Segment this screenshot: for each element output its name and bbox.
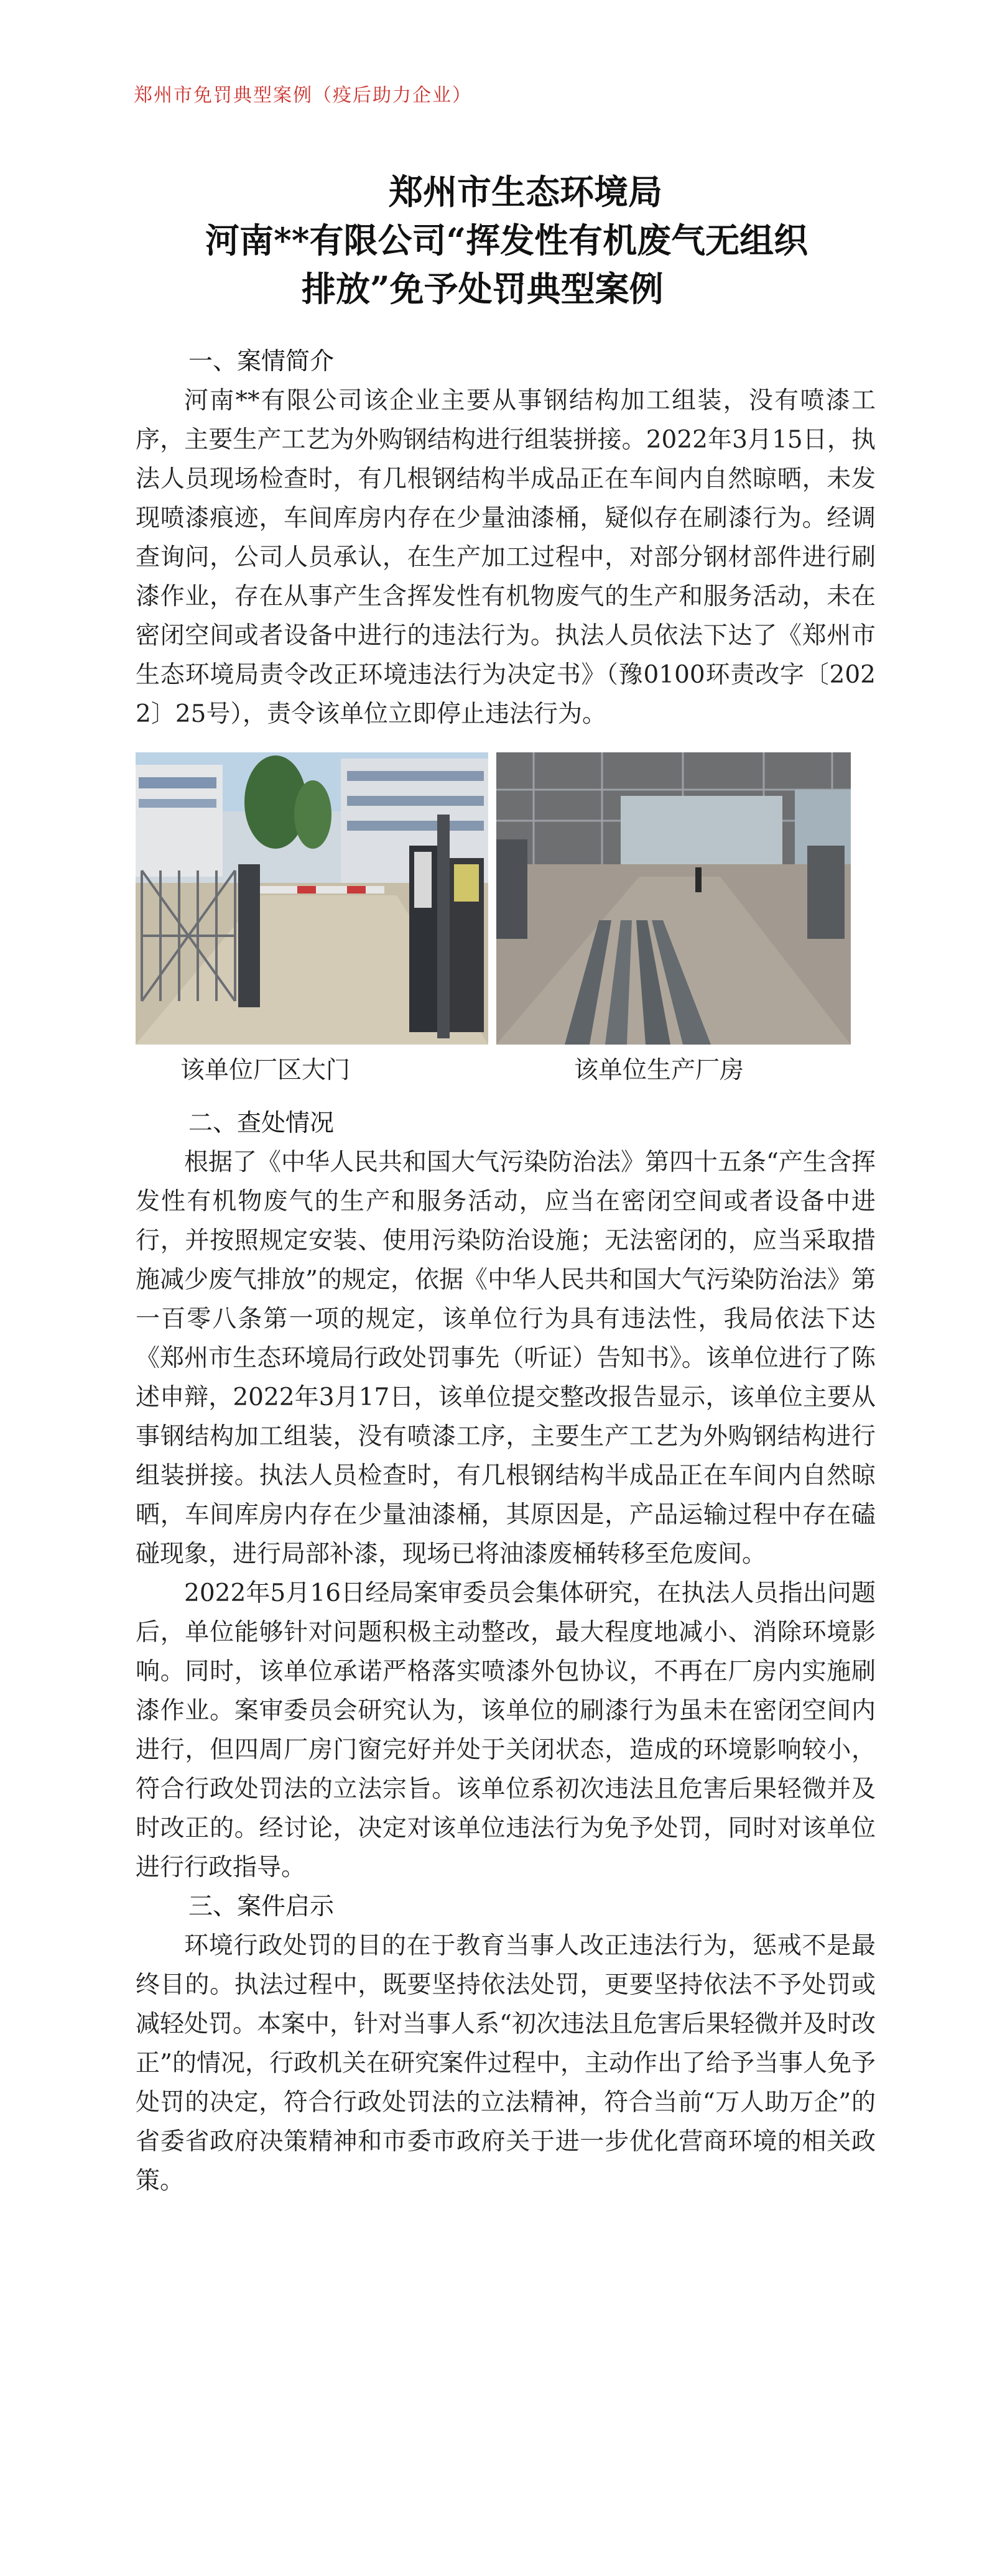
title-line-case-end: 排放”免予处罚典型案例 [302, 269, 664, 309]
title-line-agency: 郑州市生态环境局 [389, 172, 663, 212]
section-heading-case-summary: 一、案情简介 [188, 348, 335, 376]
document-body [136, 342, 876, 2200]
production-workshop-caption: 该单位生产厂房 [574, 1056, 744, 1084]
running-header: 郑州市免罚典型案例（疫后助力企业） [134, 85, 472, 106]
factory-gate-caption: 该单位厂区大门 [180, 1056, 351, 1084]
document-title [205, 168, 908, 313]
handling-paragraph-2: 2022年5月16日经局案审委员会集体研究，在执法人员指出问题后，单位能够针对问题积极主动整改，最大程度地减小、消除环境影响。同时，该单位承诺严格落实喷漆外包协议，不再在厂房内实施刷漆作业。案审委员会研究认为，该单位的刷漆行为虽未在密闭空间内进行，但四周厂房门窗完好并处于关闭状态，造成的环境影响较小，符合行政处罚法的立法宗旨。该单位系初次违法且危害后果轻微并及时改正的。经讨论，决定对该单位违法行为免予处罚，同时对该单位进行行政指导。 [136, 1579, 876, 1881]
section-heading-handling: 二、查处情况 [188, 1109, 335, 1137]
handling-paragraph-1: 根据了《中华人民共和国大气污染防治法》第四十五条“产生含挥发性有机物废气的生产和服务活动，应当在密闭空间或者设备中进行，并按照规定安装、使用污染防治设施；无法密闭的，应当采取措施减少废气排放”的规定，依据《中华人民共和国大气污染防治法》第一百零八条第一项的规定，该单位行为具有违法性，我局依法下达《郑州市生态环境局行政处罚事先（听证）告知书》。该单位进行了陈述申辩，2022年3月17日，该单位提交整改报告显示，该单位主要从事钢结构加工组装，没有喷漆工序，主要生产工艺为外购钢结构进行组装拼接。执法人员检查时，有几根钢结构半成品正在车间内自然晾晒，车间库房内存在少量油漆桶，其原因是，产品运输过程中存在磕碰现象，进行局部补漆，现场已将油漆废桶转移至危废间。 [136, 1148, 876, 1568]
factory-gate-photo [136, 752, 488, 1045]
production-workshop-photo [496, 752, 851, 1045]
photo-row [136, 752, 876, 1104]
lessons-paragraph: 环境行政处罚的目的在于教育当事人改正违法行为，惩戒不是最终目的。执法过程中，既要坚持依法处罚，更要坚持依法不予处罚或减轻处罚。本案中，针对当事人系“初次违法且危害后果轻微并及时改正”的情况，行政机关在研究案件过程中，主动作出了给予当事人免予处罚的决定，符合行政处罚法的立法精神，符合当前“万人助万企”的省委省政府决策精神和市委市政府关于进一步优化营商环境的相关政策。 [136, 1932, 876, 2195]
title-line-case: 河南**有限公司“挥发性有机废气无组织 [205, 220, 809, 261]
section-heading-lessons: 三、案件启示 [188, 1893, 335, 1921]
case-summary-paragraph: 河南**有限公司该企业主要从事钢结构加工组装，没有喷漆工序，主要生产工艺为外购钢结构进行组装拼接。2022年3月15日，执法人员现场检查时，有几根钢结构半成品正在车间内自然晾晒，未发现喷漆痕迹，车间库房内存在少量油漆桶，疑似存在刷漆行为。经调查询问，公司人员承认，在生产加工过程中，对部分钢材部件进行刷漆作业，存在从事产生含挥发性有机物废气的生产和服务活动，未在密闭空间或者设备中进行的违法行为。执法人员依法下达了《郑州市生态环境局责令改正环境违法行为决定书》（豫0100环责改字〔2022〕25号），责令该单位立即停止违法行为。 [136, 387, 876, 728]
